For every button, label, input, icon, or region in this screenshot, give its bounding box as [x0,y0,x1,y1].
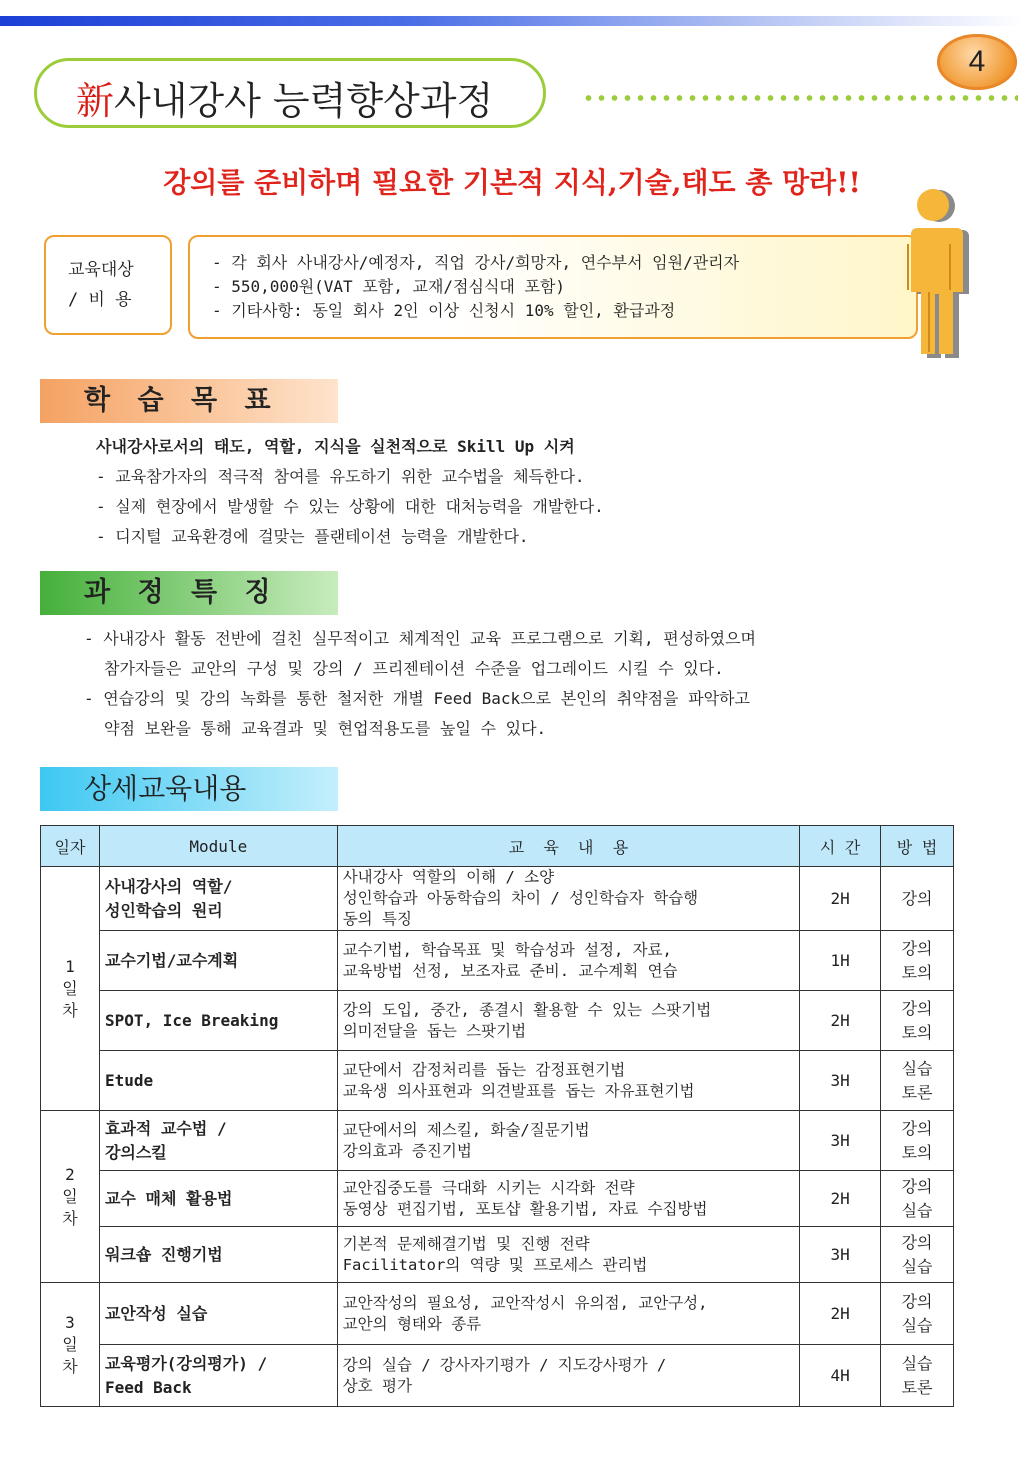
content-cell [337,1283,799,1345]
table-row [41,1111,954,1171]
module-cell-line: 교수 매체 활용법 [104,1188,233,1208]
content-cell-line: 교육생 의사표현과 의견발표를 돕는 자유표현기법 [342,1081,695,1100]
time-cell: 3H [800,1227,881,1283]
features-list [84,624,756,744]
method-cell-line: 토의 [901,1022,933,1042]
section-heading-detail: 상세교육내용 [40,767,338,811]
time-cell: 3H [800,1111,881,1171]
person-icon [893,186,969,358]
method-cell [881,1227,954,1283]
method-cell-line: 실습 [901,1353,933,1373]
method-cell [881,1111,954,1171]
day-label [41,1111,100,1283]
content-cell [337,1051,799,1111]
target-info-box [188,235,918,339]
day-label-line: 차 [62,1356,78,1376]
method-cell-line: 강의 [901,888,933,908]
time-cell: 4H [800,1345,881,1407]
method-cell-line: 강의 [901,938,933,958]
detail-table [40,825,954,1407]
module-cell [99,1227,337,1283]
day-label-line: 차 [62,1000,78,1020]
content-cell-line: 강의 실습 / 강사자기평가 / 지도강사평가 / [342,1355,667,1374]
feature-line: 참가자들은 교안의 구성 및 강의 / 프리젠테이션 수준을 업그레이드 시킬 수 있다. [104,659,724,678]
module-cell-line: Etude [104,1070,154,1090]
content-cell [337,1227,799,1283]
content-cell [337,1111,799,1171]
page-number-badge: 4 [937,34,1017,90]
method-cell-line: 실습 [901,1200,933,1220]
module-cell-line: 성인학습의 원리 [104,900,223,920]
time-cell: 2H [800,1283,881,1345]
module-cell [99,1171,337,1227]
header-method: 방 법 [881,826,954,867]
target-label-line1: 교육대상 [68,260,134,280]
day-label-line: 일 [62,1334,78,1354]
module-cell [99,1283,337,1345]
time-cell: 2H [800,991,881,1051]
module-cell-line: 교육평가(강의평가) / [104,1353,268,1373]
content-cell-line: 교수기법, 학습목표 및 학습성과 설정, 자료, [342,940,672,959]
content-cell-line: Facilitator의 역량 및 프로세스 관리법 [342,1255,648,1274]
top-gradient-bar [0,16,1024,26]
table-header-row [41,826,954,867]
feature-line: - 연습강의 및 강의 녹화를 통한 철저한 개별 Feed Back으로 본인의 취약점을 파악하고 [84,689,750,708]
content-cell-line: 동영상 편집기법, 포토샵 활용기법, 자료 수집방법 [342,1199,708,1218]
method-cell-line: 실습 [901,1058,933,1078]
method-cell [881,1345,954,1407]
content-cell [337,1345,799,1407]
content-cell-line: 교단에서의 제스킬, 화술/질문기법 [342,1120,590,1139]
method-cell [881,1171,954,1227]
header-time: 시 간 [800,826,881,867]
target-item: - 550,000원(VAT 포함, 교재/점심식대 포함) [212,277,566,296]
goals-list [96,432,604,552]
module-cell-line: 강의스킬 [104,1142,167,1162]
target-item: - 기타사항: 동일 회사 2인 이상 신청시 10% 할인, 환급과정 [212,301,676,320]
module-cell [99,1051,337,1111]
content-cell [337,931,799,991]
module-cell-line: 사내강사의 역할/ [104,876,233,896]
module-cell [99,931,337,991]
title-text: 사내강사 능력향상과정 [114,79,494,123]
feature-line: 약점 보완을 통해 교육결과 및 현업적용도를 높일 수 있다. [104,719,547,738]
time-cell: 2H [800,867,881,931]
table-row [41,1051,954,1111]
module-cell [99,1345,337,1407]
method-cell [881,1283,954,1345]
module-cell-line: 교안작성 실습 [104,1303,208,1323]
table-row [41,1345,954,1407]
content-cell-line: 동의 특징 [342,910,412,928]
table-row [41,1227,954,1283]
section-heading-features: 과 정 특 징 [40,571,338,615]
table-row [41,991,954,1051]
feature-line: - 사내강사 활동 전반에 걸친 실무적이고 체계적인 교육 프로그램으로 기획, 편성하였으며 [84,629,757,648]
section-heading-goals: 학 습 목 표 [40,379,338,423]
day-label-line: 2 [65,1164,75,1184]
method-cell-line: 토론 [901,1377,933,1397]
module-cell-line: Feed Back [104,1377,192,1397]
method-cell [881,1051,954,1111]
module-cell-line: 효과적 교수법 / [104,1118,227,1138]
day-label-line: 차 [62,1208,78,1228]
day-label-line: 3 [65,1312,75,1332]
module-cell-line: SPOT, Ice Breaking [104,1010,279,1030]
subtitle: 강의를 준비하며 필요한 기본적 지식,기술,태도 총 망라!! [163,166,861,199]
content-cell-line: 강의효과 증진기법 [342,1141,472,1160]
method-cell-line: 강의 [901,1118,933,1138]
method-cell-line: 강의 [901,1232,933,1252]
table-row [41,931,954,991]
module-cell [99,991,337,1051]
method-cell [881,867,954,931]
goal-item: - 교육참가자의 적극적 참여를 유도하기 위한 교수법을 체득한다. [96,467,585,486]
target-item: - 각 회사 사내강사/예정자, 직업 강사/희망자, 연수부서 임원/관리자 [212,253,740,272]
day-label-line: 일 [62,978,78,998]
time-cell: 1H [800,931,881,991]
header-content: 교 육 내 용 [337,826,799,867]
content-cell-line: 교안집중도를 극대화 시키는 시각화 전략 [342,1178,635,1197]
dotted-divider [582,95,1018,101]
header-day: 일자 [41,826,100,867]
content-cell-line: 의미전달을 돕는 스팟기법 [342,1021,527,1040]
method-cell-line: 강의 [901,998,933,1018]
time-cell: 2H [800,1171,881,1227]
method-cell [881,991,954,1051]
table-row [41,1171,954,1227]
page-title [76,70,493,125]
goal-item: - 디지털 교육환경에 걸맞는 플랜테이션 능력을 개발한다. [96,527,529,546]
content-cell [337,867,799,931]
day-label [41,867,100,1111]
target-label-box [44,235,172,335]
content-cell-line: 교육방법 선정, 보조자료 준비. 교수계획 연습 [342,961,678,980]
content-cell-line: 교단에서 감정처리를 돕는 감정표현기법 [342,1060,626,1079]
header-module: Module [99,826,337,867]
module-cell [99,867,337,931]
content-cell [337,991,799,1051]
content-cell-line: 상호 평가 [342,1376,412,1395]
content-cell-line: 교안의 형태와 종류 [342,1314,482,1333]
method-cell-line: 실습 [901,1256,933,1276]
table-row [41,1283,954,1345]
content-cell [337,1171,799,1227]
module-cell-line: 워크숍 진행기법 [104,1244,223,1264]
content-cell-line: 강의 도입, 중간, 종결시 활용할 수 있는 스팟기법 [342,1000,712,1019]
module-cell [99,1111,337,1171]
content-cell-line: 사내강사 역할의 이해 / 소양 [342,868,555,886]
day-label-line: 일 [62,1186,78,1206]
method-cell-line: 강의 [901,1291,933,1311]
goal-item: - 실제 현장에서 발생할 수 있는 상황에 대한 대처능력을 개발한다. [96,497,604,516]
day-label [41,1283,100,1407]
method-cell-line: 강의 [901,1176,933,1196]
table-row [41,867,954,931]
day-label-line: 1 [65,956,75,976]
content-cell-line: 성인학습과 아동학습의 차이 / 성인학습자 학습행 [342,889,699,907]
content-cell-line: 기본적 문제해결기법 및 진행 전략 [342,1234,590,1253]
content-cell-line: 교안작성의 필요성, 교안작성시 유의점, 교안구성, [342,1293,708,1312]
goals-lead: 사내강사로서의 태도, 역할, 지식을 실천적으로 Skill Up 시켜 [96,437,575,456]
target-label-line2: / 비 용 [68,290,132,310]
time-cell: 3H [800,1051,881,1111]
method-cell [881,931,954,991]
method-cell-line: 토의 [901,962,933,982]
method-cell-line: 실습 [901,1315,933,1335]
module-cell-line: 교수기법/교수계획 [104,950,239,970]
method-cell-line: 토론 [901,1082,933,1102]
method-cell-line: 토의 [901,1142,933,1162]
title-accent: 新 [76,79,115,123]
